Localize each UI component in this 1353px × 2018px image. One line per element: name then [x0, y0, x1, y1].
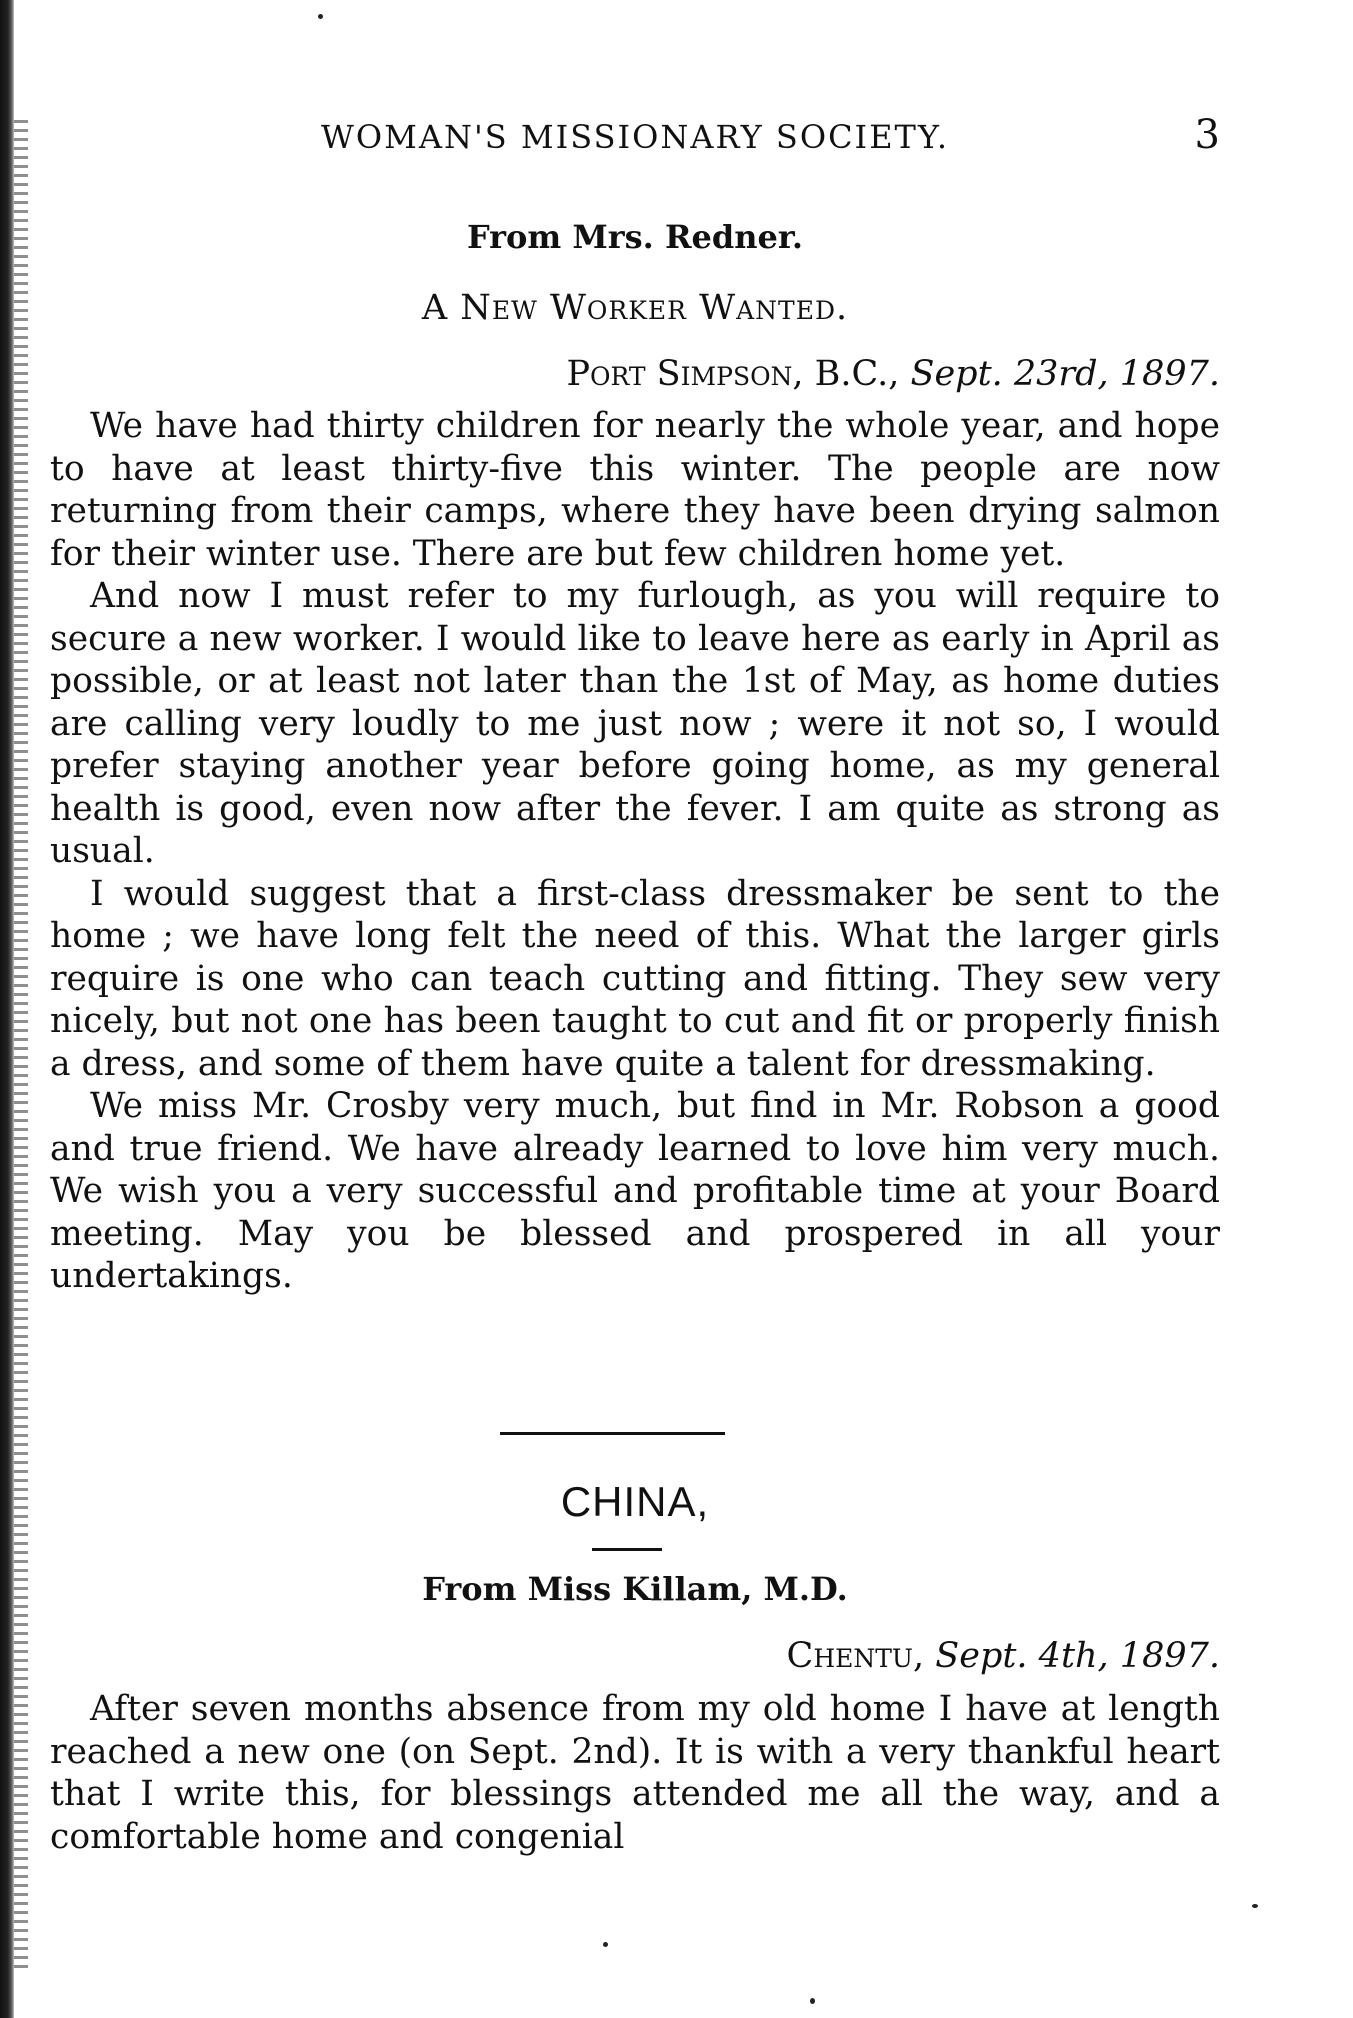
scan-speck [603, 1942, 608, 1947]
title-underline [592, 1548, 662, 1551]
letter1-paragraph-3: I would suggest that a first-class dressmaker be sent to the home ; we have long felt the need of this. What the larger girls require is one who can teach cutting and fitting. They sew very nicely, but not one has been taught to cut and fit or properly finish a dress, and some of them have quite a talent for dressmaking. [50, 873, 1220, 1084]
letter1-paragraph-4: We miss Mr. Crosby very much, but find in Mr. Robson a good and true friend. We have already learned to love him very much. We wish you a very successful and profitable time at your Board meeting. May you be blessed and prospered in all your undertakings. [50, 1086, 1220, 1296]
running-head: WOMAN'S MISSIONARY SOCIETY. [320, 118, 950, 156]
letter2-paragraph-1: After seven months absence from my old home I have at length reached a new one (on Sept. 2nd). It is with a very thankful heart that I write this, for blessings attended me all the way, and a comfortable home and congenial [50, 1689, 1220, 1857]
letter1-paragraph-2: And now I must refer to my furlough, as you will require to secure a new worker. I would like to leave here as early in April as possible, or at least not later than the 1st of May, as home duties are calling very loudly to me just now ; were it not so, I would prefer staying another year before going home, as my general health is good, even now after the fever. I am quite as strong as usual. [50, 576, 1220, 871]
section-divider [500, 1432, 725, 1435]
binding-edge [0, 0, 14, 2018]
scan-speck [318, 14, 323, 19]
scan-speck [1252, 1904, 1258, 1908]
scan-speck [810, 1998, 815, 2004]
letter1-date: Sept. 23rd, 1897. [910, 354, 1220, 394]
page-header [50, 112, 1220, 178]
letter2-body [50, 1688, 1220, 1858]
letter1-from: From Mrs. Redner. [467, 218, 803, 256]
letter2-from: From Miss Killam, M.D. [422, 1570, 848, 1608]
section-title: CHINA, [560, 1478, 710, 1525]
letter1-place: Port Simpson, B.C., [566, 354, 900, 394]
letter1-paragraph-1: We have had thirty children for nearly the whole year, and hope to have at least thirty-five this winter. The people are now returning from their camps, where they have been drying salmon for their winter use. There are but few children home yet. [50, 406, 1220, 574]
letter2-dateline [787, 1636, 1220, 1676]
page-number: 3 [1194, 112, 1220, 158]
letter2-date: Sept. 4th, 1897. [935, 1636, 1220, 1676]
letter1-dateline [566, 354, 1220, 394]
letter1-body [50, 405, 1220, 1298]
letter1-title: A New Worker Wanted. [421, 288, 849, 328]
binding-shadow [14, 120, 28, 1970]
letter2-place: Chentu, [786, 1636, 925, 1676]
